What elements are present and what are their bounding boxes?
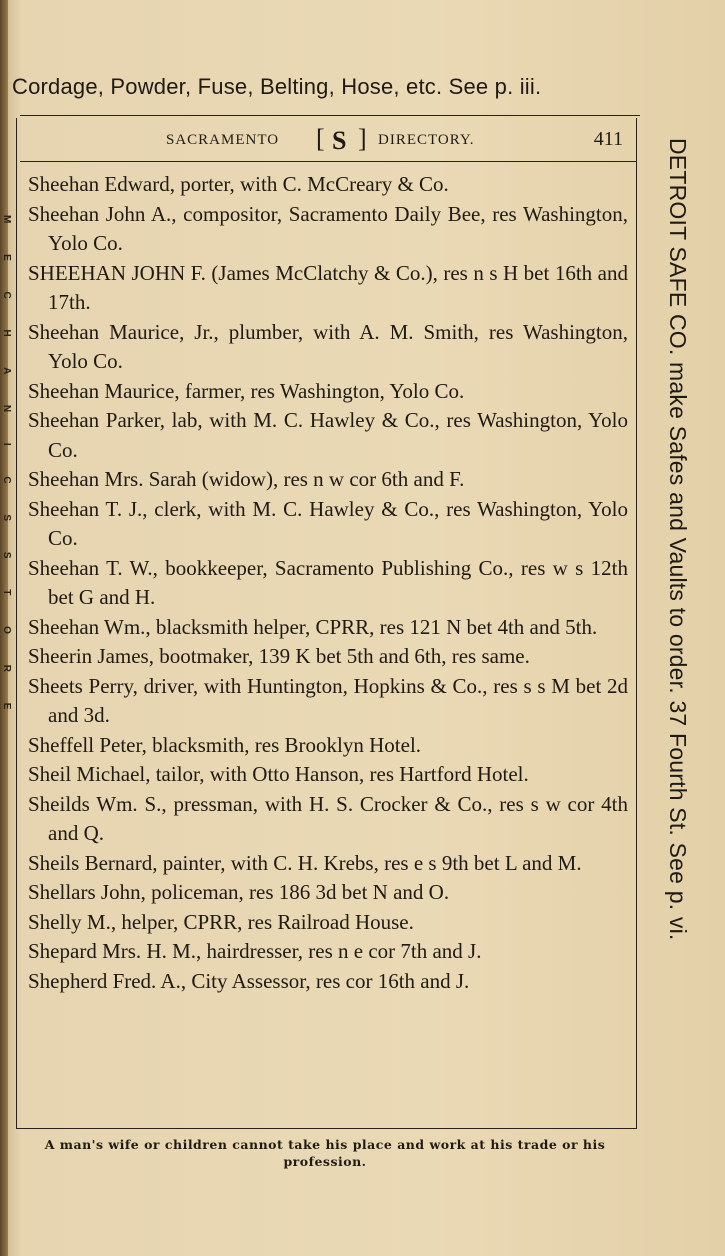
directory-entry: Shepard Mrs. H. M., hairdresser, res n e cor 7th and J. bbox=[28, 939, 482, 963]
directory-entry: Sheehan Parker, lab, with M. C. Hawley & Co., res Washington, Yolo Co. bbox=[28, 408, 628, 462]
footer-motto: A man's wife or children cannot take his place and work at his trade or his profession. bbox=[44, 1137, 606, 1169]
directory-entry: Sheehan Maurice, Jr., plumber, with A. M. Smith, res Washington, Yolo Co. bbox=[28, 319, 628, 373]
header-rule bbox=[20, 161, 637, 162]
frame-right-rule bbox=[636, 118, 637, 1128]
frame-left-rule bbox=[16, 118, 17, 1128]
directory-entry: Sheehan Mrs. Sarah (widow), res n w cor 6th and F. bbox=[28, 467, 465, 491]
header-title: DIRECTORY. bbox=[378, 132, 475, 148]
left-margin-advertisement: M E C H A N I C S S T O R E bbox=[1, 215, 12, 724]
directory-entry: Sheehan Wm., blacksmith helper, CPRR, res 121 N bet 4th and 5th. bbox=[28, 614, 598, 639]
directory-entry: SHEEHAN JOHN F. (James McClatchy & Co.), res n s H bet 16th and 17th. bbox=[28, 260, 628, 314]
side-advertisement: DETROIT SAFE CO. make Safes and Vaults to order. 37 Fourth St. See p. vi. bbox=[665, 138, 691, 941]
header-city: SACRAMENTO bbox=[166, 132, 280, 148]
header-bracket-right: ] bbox=[358, 124, 367, 153]
directory-entry: Shellars John, policeman, res 186 3d bet N and O. bbox=[28, 880, 450, 904]
directory-entry: Sheehan Maurice, farmer, res Washington, Yolo Co. bbox=[28, 378, 465, 403]
directory-entry: Sheerin James, bootmaker, 139 K bet 5th and 6th, res same. bbox=[28, 644, 530, 668]
directory-entry: Sheets Perry, driver, with Huntington, Hopkins & Co., res s s M bet 2d and 3d. bbox=[28, 673, 628, 727]
directory-entry: Sheehan T. W., bookkeeper, Sacramento Publishing Co., res w s 12th bet G and H. bbox=[28, 555, 628, 609]
directory-entry: Shepherd Fred. A., City Assessor, res cor 16th and J. bbox=[28, 968, 470, 993]
directory-entry: Sheehan T. J., clerk, with M. C. Hawley & Co., res Washington, Yolo Co. bbox=[28, 496, 628, 550]
directory-entry: Sheils Bernard, painter, with C. H. Krebs, res e s 9th bet L and M. bbox=[28, 850, 582, 875]
top-rule bbox=[20, 115, 640, 116]
directory-entry: Sheilds Wm. S., pressman, with H. S. Crocker & Co., res s w cor 4th and Q. bbox=[28, 791, 628, 845]
directory-entry: Sheehan John A., compositor, Sacramento Daily Bee, res Washington, Yolo Co. bbox=[28, 201, 628, 255]
header-section-letter: S bbox=[332, 126, 347, 155]
bottom-rule bbox=[16, 1128, 637, 1129]
directory-entry: Sheil Michael, tailor, with Otto Hanson, res Hartford Hotel. bbox=[28, 762, 529, 786]
directory-entry: Sheehan Edward, porter, with C. McCreary & Co. bbox=[28, 172, 449, 196]
directory-entries bbox=[28, 170, 628, 996]
directory-entry: Sheffell Peter, blacksmith, res Brooklyn Hotel. bbox=[28, 732, 422, 757]
header-bracket-left: [ bbox=[316, 124, 325, 153]
running-header bbox=[18, 124, 635, 156]
top-advertisement-banner: Cordage, Powder, Fuse, Belting, Hose, etc. See p. iii. bbox=[12, 74, 542, 99]
page-number: 411 bbox=[593, 128, 623, 150]
directory-entry: Shelly M., helper, CPRR, res Railroad House. bbox=[28, 909, 414, 934]
